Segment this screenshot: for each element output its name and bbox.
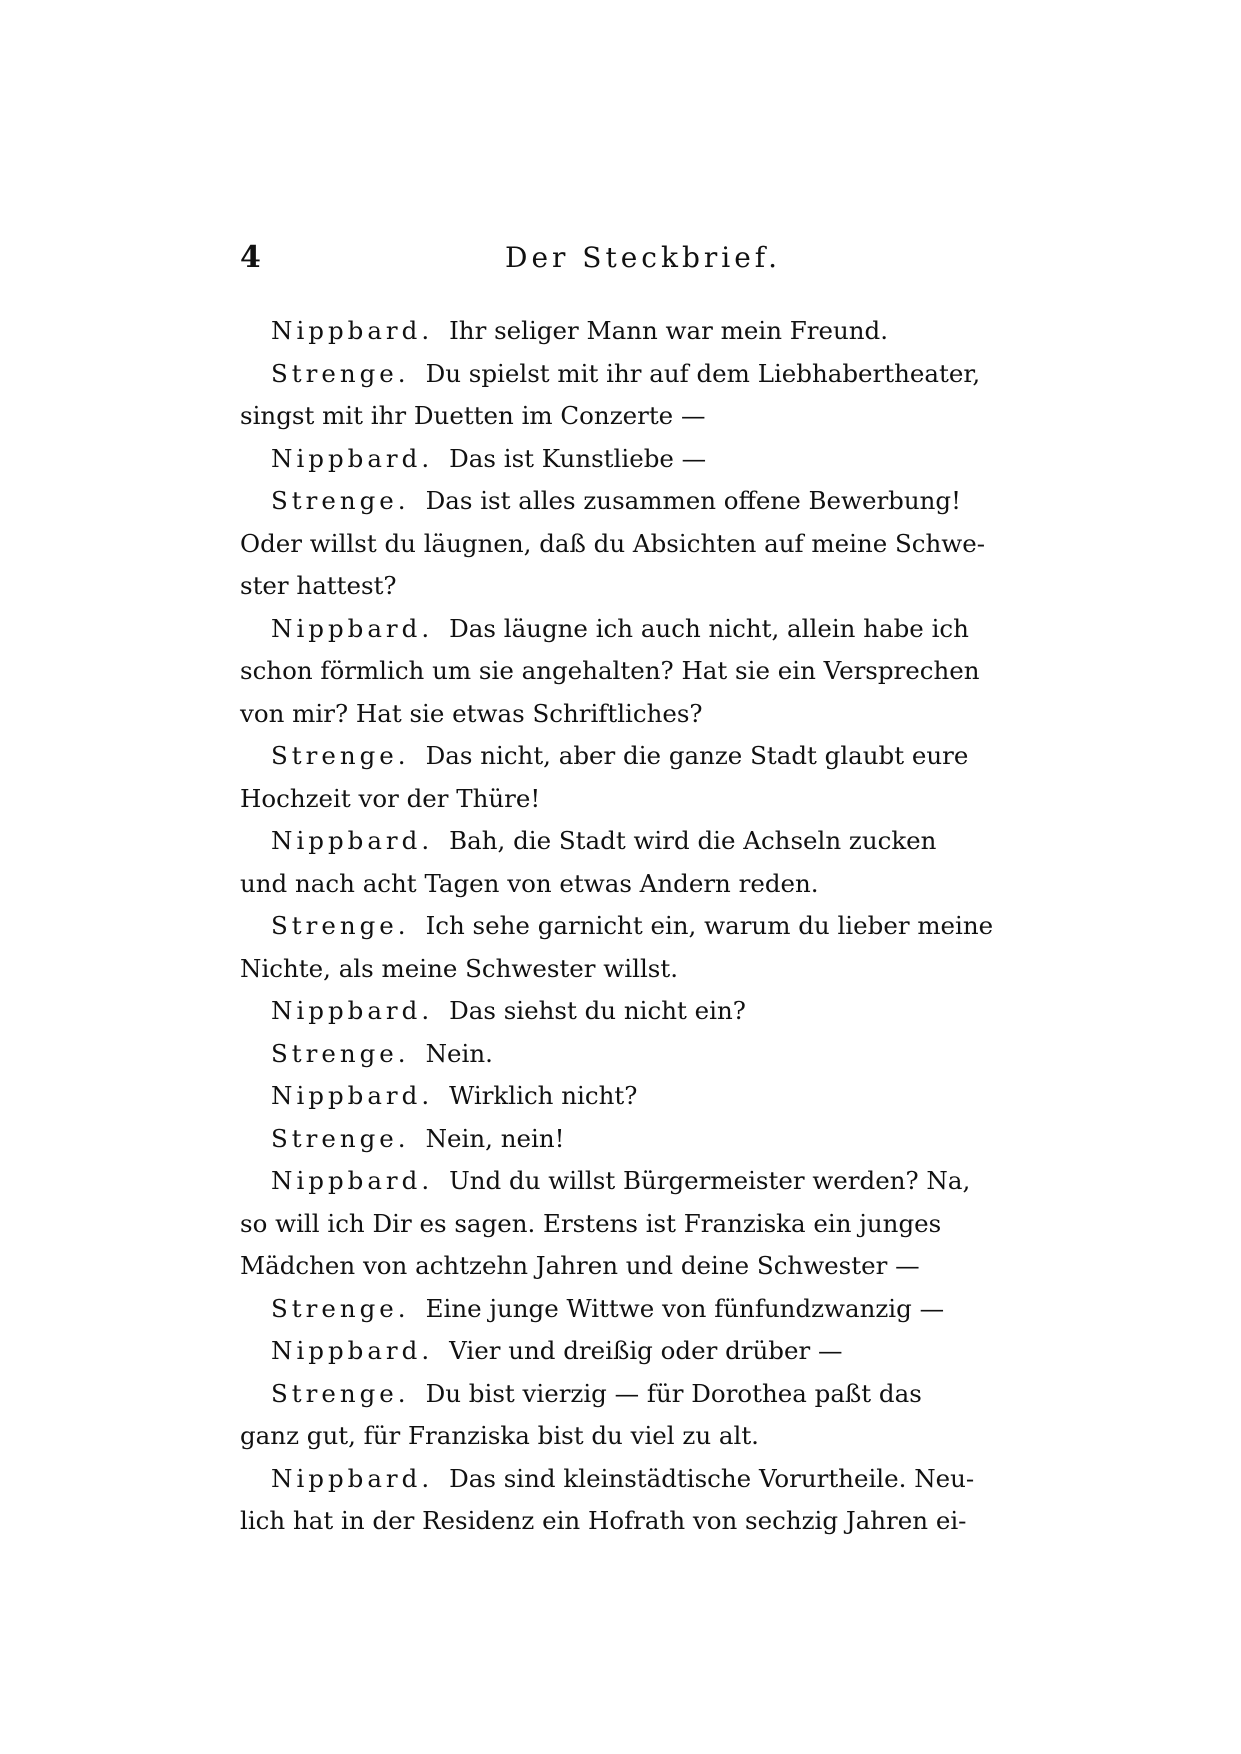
line-text: Das sind kleinstädtische Vorurtheile. Neu- <box>449 1463 975 1493</box>
speaker-name: Nippbard. <box>271 316 434 345</box>
text-line <box>240 1160 1000 1203</box>
speaker-name: Nippbard. <box>271 1463 434 1493</box>
text-line <box>240 523 1000 566</box>
text-line <box>240 1245 1000 1288</box>
line-text: und nach acht Tagen von etwas Andern reden. <box>240 868 819 898</box>
speaker-name: Strenge. <box>271 486 410 515</box>
speaker-name: Nippbard. <box>271 996 434 1025</box>
line-text: Mädchen von achtzehn Jahren und deine Schwester — <box>240 1251 920 1280</box>
line-text: Das siehst du nicht ein? <box>449 996 746 1025</box>
text-line <box>240 480 1000 523</box>
running-title: Der Steckbrief. <box>505 241 782 274</box>
dialogue-text <box>240 310 1000 1543</box>
line-text: Vier und dreißig oder drüber — <box>449 1336 843 1365</box>
text-line <box>240 1500 1000 1543</box>
speaker-name: Strenge. <box>271 911 410 940</box>
speaker-name: Strenge. <box>271 358 410 388</box>
line-text: Nein, nein! <box>425 1123 565 1153</box>
speaker-name: Strenge. <box>271 1293 410 1323</box>
text-line <box>240 1118 1000 1161</box>
line-text: Und du willst Bürgermeister werden? Na, <box>449 1166 971 1195</box>
text-line <box>240 735 1000 778</box>
line-text: Oder willst du läugnen, daß du Absichten auf meine Schwe- <box>240 528 986 558</box>
text-line <box>240 693 1000 736</box>
line-text: Bah, die Stadt wird die Achseln zucken <box>449 826 937 855</box>
text-line <box>240 778 1000 821</box>
text-line <box>240 565 1000 608</box>
speaker-name: Strenge. <box>271 1123 410 1153</box>
line-text: Eine junge Wittwe von fünfundzwanzig — <box>425 1293 945 1323</box>
text-line <box>240 948 1000 991</box>
text-line <box>240 1415 1000 1458</box>
speaker-name: Nippbard. <box>271 1081 434 1110</box>
text-line <box>240 1288 1000 1331</box>
speaker-name: Nippbard. <box>271 826 434 855</box>
text-line <box>240 395 1000 438</box>
page-number: 4 <box>240 240 261 275</box>
text-line <box>240 990 1000 1033</box>
line-text: Nein. <box>425 1038 493 1068</box>
speaker-name: Nippbard. <box>271 1166 434 1195</box>
text-line <box>240 650 1000 693</box>
line-text: singst mit ihr Duetten im Conzerte — <box>240 401 706 430</box>
speaker-name: Strenge. <box>271 1378 410 1408</box>
text-line <box>240 863 1000 906</box>
speaker-name: Strenge. <box>271 741 410 770</box>
text-line <box>240 438 1000 481</box>
text-line <box>240 608 1000 651</box>
speaker-name: Nippbard. <box>271 1336 434 1365</box>
page-header <box>240 238 1000 278</box>
text-line <box>240 905 1000 948</box>
line-text: Ihr seliger Mann war mein Freund. <box>449 316 888 345</box>
line-text: von mir? Hat sie etwas Schriftliches? <box>240 698 703 728</box>
text-line <box>240 1458 1000 1501</box>
line-text: schon förmlich um sie angehalten? Hat sie ein Versprechen <box>240 656 980 685</box>
line-text: Ich sehe garnicht ein, warum du lieber meine <box>425 911 994 940</box>
line-text: Hochzeit vor der Thüre! <box>240 783 541 813</box>
text-line <box>240 1203 1000 1246</box>
line-text: so will ich Dir es sagen. Erstens ist Franziska ein junges <box>240 1208 942 1238</box>
line-text: ganz gut, für Franziska bist du viel zu alt. <box>240 1421 759 1450</box>
speaker-name: Strenge. <box>271 1038 410 1068</box>
line-text: Nichte, als meine Schwester willst. <box>240 953 678 983</box>
line-text: Du bist vierzig — für Dorothea paßt das <box>425 1378 922 1408</box>
line-text: Das ist alles zusammen offene Bewerbung! <box>425 486 961 515</box>
text-line <box>240 353 1000 396</box>
speaker-name: Nippbard. <box>271 613 434 643</box>
line-text: Das nicht, aber die ganze Stadt glaubt eure <box>425 741 969 770</box>
text-line <box>240 1075 1000 1118</box>
text-line <box>240 1330 1000 1373</box>
speaker-name: Nippbard. <box>271 443 434 473</box>
text-line <box>240 1373 1000 1416</box>
line-text: lich hat in der Residenz ein Hofrath von sechzig Jahren ei- <box>240 1506 967 1535</box>
line-text: Wirklich nicht? <box>449 1081 638 1110</box>
text-line <box>240 310 1000 353</box>
line-text: Das läugne ich auch nicht, allein habe ich <box>449 613 969 643</box>
text-line <box>240 820 1000 863</box>
line-text: Du spielst mit ihr auf dem Liebhabertheater, <box>425 358 981 388</box>
line-text: ster hattest? <box>240 571 397 600</box>
text-line <box>240 1033 1000 1076</box>
line-text: Das ist Kunstliebe — <box>449 443 707 473</box>
